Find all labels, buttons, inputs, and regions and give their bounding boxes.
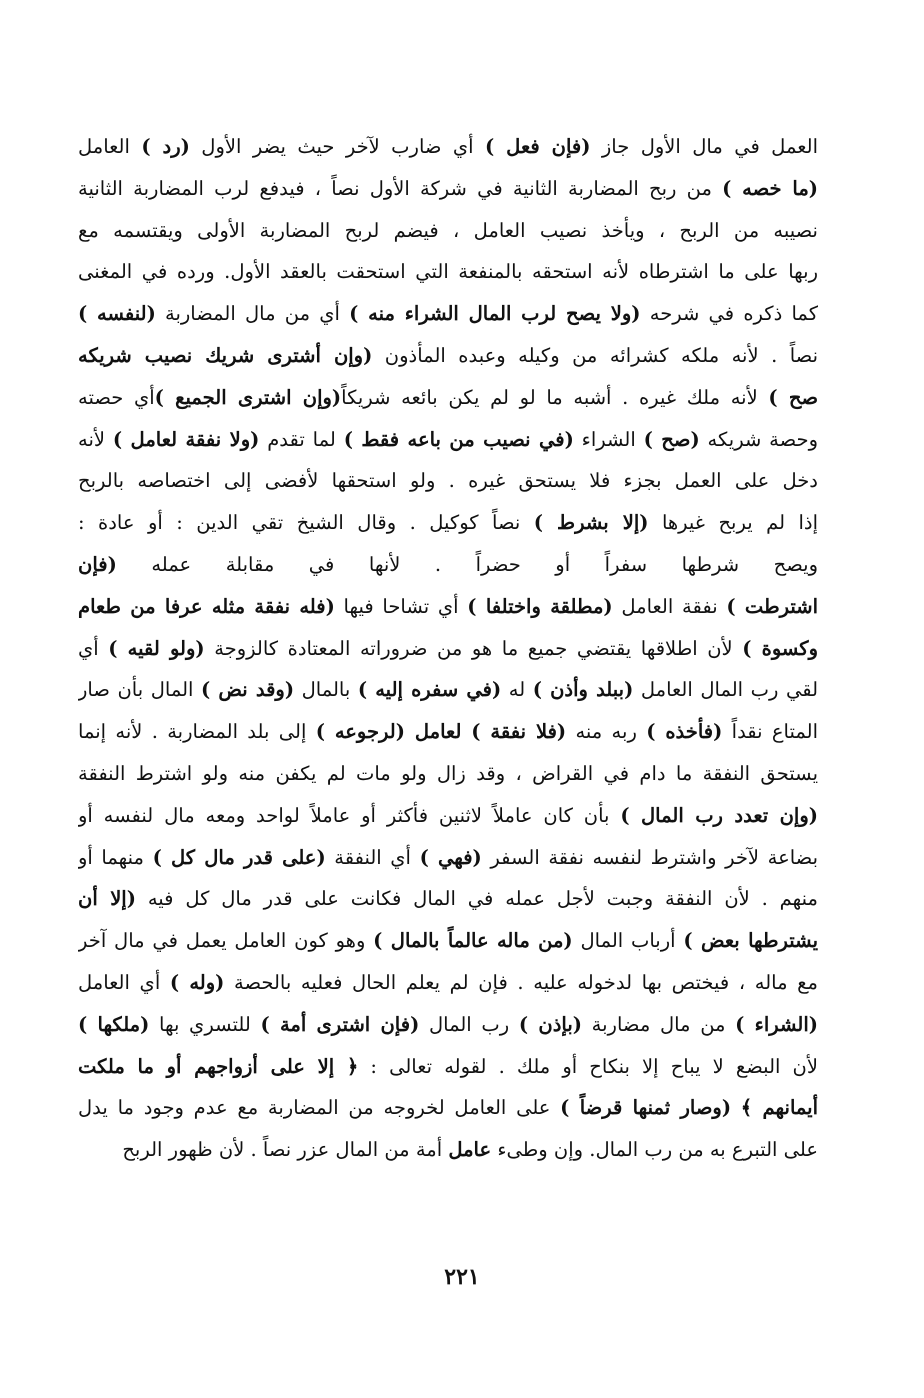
text-segment: ربها على ما اشترطاه لأنه استحقه بالمنفعة التي استحقت بالعقد الأول. ورده في المغنى: [78, 260, 818, 284]
text-segment: أي حصته: [78, 385, 155, 409]
text-segment: دخل على العمل بجزء فلا يستحق غيره . ولو استحقها لأفضى إلى اختصاصه بالربح: [78, 469, 818, 493]
text-line: [78, 878, 818, 920]
text-segment: كما ذكره في شرحه: [640, 302, 818, 326]
text-segment: على التبرع به من رب المال. وإن وطىء: [491, 1138, 818, 1162]
bold-text-segment: لعامل: [404, 720, 472, 744]
text-segment: نفقة العامل: [612, 594, 727, 618]
bold-text-segment: (إلا أن: [78, 887, 136, 911]
text-segment: المتاع نقداً: [722, 720, 818, 744]
text-segment: مع ماله ، فيختص بها لدخوله عليه . فإن لم يعلم الحال فعليه بالحصة: [224, 970, 818, 994]
text-segment: ربه منه: [566, 720, 647, 744]
text-line: [78, 1004, 818, 1046]
text-line: [78, 502, 818, 544]
text-segment: الشراء: [573, 427, 644, 451]
bold-text-segment: (فإن اشترى أمة ): [260, 1012, 420, 1036]
text-line: [78, 962, 818, 1004]
text-segment: نصاً . لأنه ملكه كشرائه من وكيله وعبده المأذون: [372, 343, 818, 367]
text-line: [78, 586, 818, 628]
text-line: [78, 1087, 818, 1129]
text-segment: منهم . لأن النفقة وجبت لأجل عمله في المال فكانت على قدر مال كل فيه: [135, 887, 818, 911]
bold-text-segment: (وإن تعدد رب المال ): [620, 803, 818, 827]
text-segment: أي: [78, 636, 109, 660]
text-line: [78, 669, 818, 711]
bold-text-segment: (ولا نفقة لعامل ): [112, 427, 260, 451]
text-line: [78, 1129, 818, 1171]
text-segment: رب المال: [419, 1012, 519, 1036]
text-segment: أرباب المال: [572, 929, 684, 953]
text-line: [78, 126, 818, 168]
text-line: [78, 920, 818, 962]
text-line: [78, 753, 818, 795]
text-line: [78, 293, 818, 335]
text-segment: لأنه ملك غيره . أشبه ما لو لم يكن بائعه شريكاً: [341, 385, 769, 409]
bold-text-segment: ﴿ إلا على أزواجهم أو ما ملكت: [78, 1054, 359, 1078]
bold-text-segment: (ببلد وأذن ): [532, 678, 634, 702]
bold-text-segment: يشترطها بعض ): [683, 929, 818, 953]
bold-text-segment: (رد ): [141, 135, 190, 158]
text-line: [78, 335, 818, 377]
bold-text-segment: (على قدر مال كل ): [152, 845, 326, 869]
text-line: [78, 377, 818, 419]
text-line: [78, 168, 818, 210]
bold-text-segment: (من ماله عالماً بالمال ): [373, 929, 573, 953]
bold-text-segment: (فإن: [78, 552, 117, 576]
text-segment: بالمال: [294, 678, 358, 702]
bold-text-segment: (فله نفقة مثله عرفا من طعام: [78, 594, 335, 618]
text-segment: المال بأن صار: [78, 678, 202, 702]
bold-text-segment: (في نصيب من باعه فقط ): [343, 427, 574, 451]
text-line: [78, 1046, 818, 1088]
text-segment: أي ضارب لآخر حيث يضر الأول: [189, 135, 485, 158]
bold-text-segment: (في سفره إليه ): [357, 678, 502, 702]
bold-text-segment: (بإذن ): [518, 1012, 582, 1036]
text-line: [78, 837, 818, 879]
text-segment: ويصح شرطها سفراً أو حضراً . لأنها في مقابلة عمله: [116, 552, 818, 576]
bold-text-segment: صح ): [768, 385, 818, 409]
text-segment: على العامل لخروجه من المضاربة مع عدم وجود ما يدل: [78, 1096, 561, 1120]
text-segment: لقي رب المال العامل: [633, 678, 818, 702]
bold-text-segment: (ملكها ): [78, 1012, 150, 1036]
text-segment: لما تقدم: [259, 427, 344, 451]
bold-text-segment: (لنفسه ): [78, 302, 156, 326]
text-segment: نصاً كوكيل . وقال الشيخ تقي الدين : أو عادة :: [78, 511, 534, 535]
text-segment: له: [501, 678, 533, 702]
bold-text-segment: (وصار ثمنها قرضاً ): [560, 1096, 732, 1120]
page-number: ٢٢١: [444, 1264, 480, 1290]
text-line: [78, 628, 818, 670]
text-line: [78, 795, 818, 837]
text-segment: وحصة شريكه: [699, 427, 818, 451]
text-segment: بضاعة لآخر واشترط لنفسه نفقة السفر: [481, 845, 818, 869]
text-segment: العامل: [78, 135, 142, 158]
text-segment: نصيبه من الربح ، ويأخذ نصيب العامل ، فيضم لربح المضاربة الأولى ويقتسمه مع: [78, 218, 818, 242]
text-segment: منهما أو: [78, 845, 153, 869]
text-line: [78, 460, 818, 502]
bold-text-segment: (مطلقة واختلفا ): [467, 594, 613, 618]
text-segment: من ربح المضاربة الثانية في شركة الأول نصاً ، فيدفع لرب المضاربة الثانية: [78, 176, 723, 200]
bold-text-segment: (لرجوعه ): [315, 720, 405, 744]
text-segment: إذا لم يربح غيرها: [648, 511, 818, 535]
text-line: [78, 210, 818, 252]
bold-text-segment: (فإن فعل ): [484, 135, 591, 158]
text-segment: للتسري بها: [149, 1012, 261, 1036]
text-segment: لأن اطلاقها يقتضي جميع ما هو من ضروراته المعتادة كالزوجة: [204, 636, 743, 660]
bold-text-segment: (إلا بشرط ): [533, 511, 649, 535]
text-line: [78, 419, 818, 461]
bold-text-segment: (وله ): [169, 970, 225, 994]
bold-text-segment: (الشراء ): [735, 1012, 818, 1036]
bold-text-segment: عامل: [448, 1138, 492, 1162]
text-segment: أمة من المال عزر نصاً . لأن ظهور الربح: [122, 1138, 449, 1162]
text-line: [78, 544, 818, 586]
text-segment: وهو كون العامل يعمل في مال آخر: [78, 929, 374, 953]
text-segment: من مال مضاربة: [581, 1012, 736, 1036]
bold-text-segment: (وإن اشترى الجميع ): [154, 385, 342, 409]
bold-text-segment: اشترطت ): [726, 594, 818, 618]
text-segment: أي تشاحا فيها: [334, 594, 468, 618]
bold-text-segment: (ولا يصح لرب المال الشراء منه ): [349, 302, 641, 326]
bold-text-segment: (صح ): [643, 427, 700, 451]
body-text: [78, 126, 818, 1171]
text-segment: بأن كان عاملاً لاثنين فأكثر أو عاملاً لواحد ومعه مال لنفسه أو: [78, 803, 621, 827]
bold-text-segment: (وقد نض ): [201, 678, 295, 702]
bold-text-segment: (ما خصه ): [722, 176, 818, 200]
bold-text-segment: (ولو لقيه ): [108, 636, 205, 660]
text-segment: أي من مال المضاربة: [155, 302, 350, 326]
bold-text-segment: وكسوة ): [742, 636, 818, 660]
text-segment: يستحق النفقة ما دام في القراض ، وقد زال ولو مات لم يكفن منه ولو اشترط النفقة: [78, 761, 818, 785]
text-segment: إلى بلد المضاربة . لأنه إنما: [78, 720, 316, 744]
text-segment: أي العامل: [78, 970, 170, 994]
bold-text-segment: (فلا نفقة ): [471, 720, 567, 744]
text-line: [78, 711, 818, 753]
bold-text-segment: (فأخذه ): [646, 720, 723, 744]
text-segment: العمل في مال الأول جاز: [590, 135, 818, 158]
text-segment: [731, 1096, 741, 1119]
bold-text-segment: (وإن أشترى شريك نصيب شريكه: [78, 343, 373, 367]
text-segment: أي النفقة: [325, 845, 420, 869]
bold-text-segment: أيمانهم ﴾: [740, 1096, 818, 1120]
text-segment: لأن البضع لا يباح إلا بنكاح أو ملك . لقوله تعالى :: [358, 1054, 818, 1078]
bold-text-segment: (فهي ): [419, 845, 482, 869]
text-line: [78, 251, 818, 293]
text-segment: لأنه: [78, 427, 113, 451]
